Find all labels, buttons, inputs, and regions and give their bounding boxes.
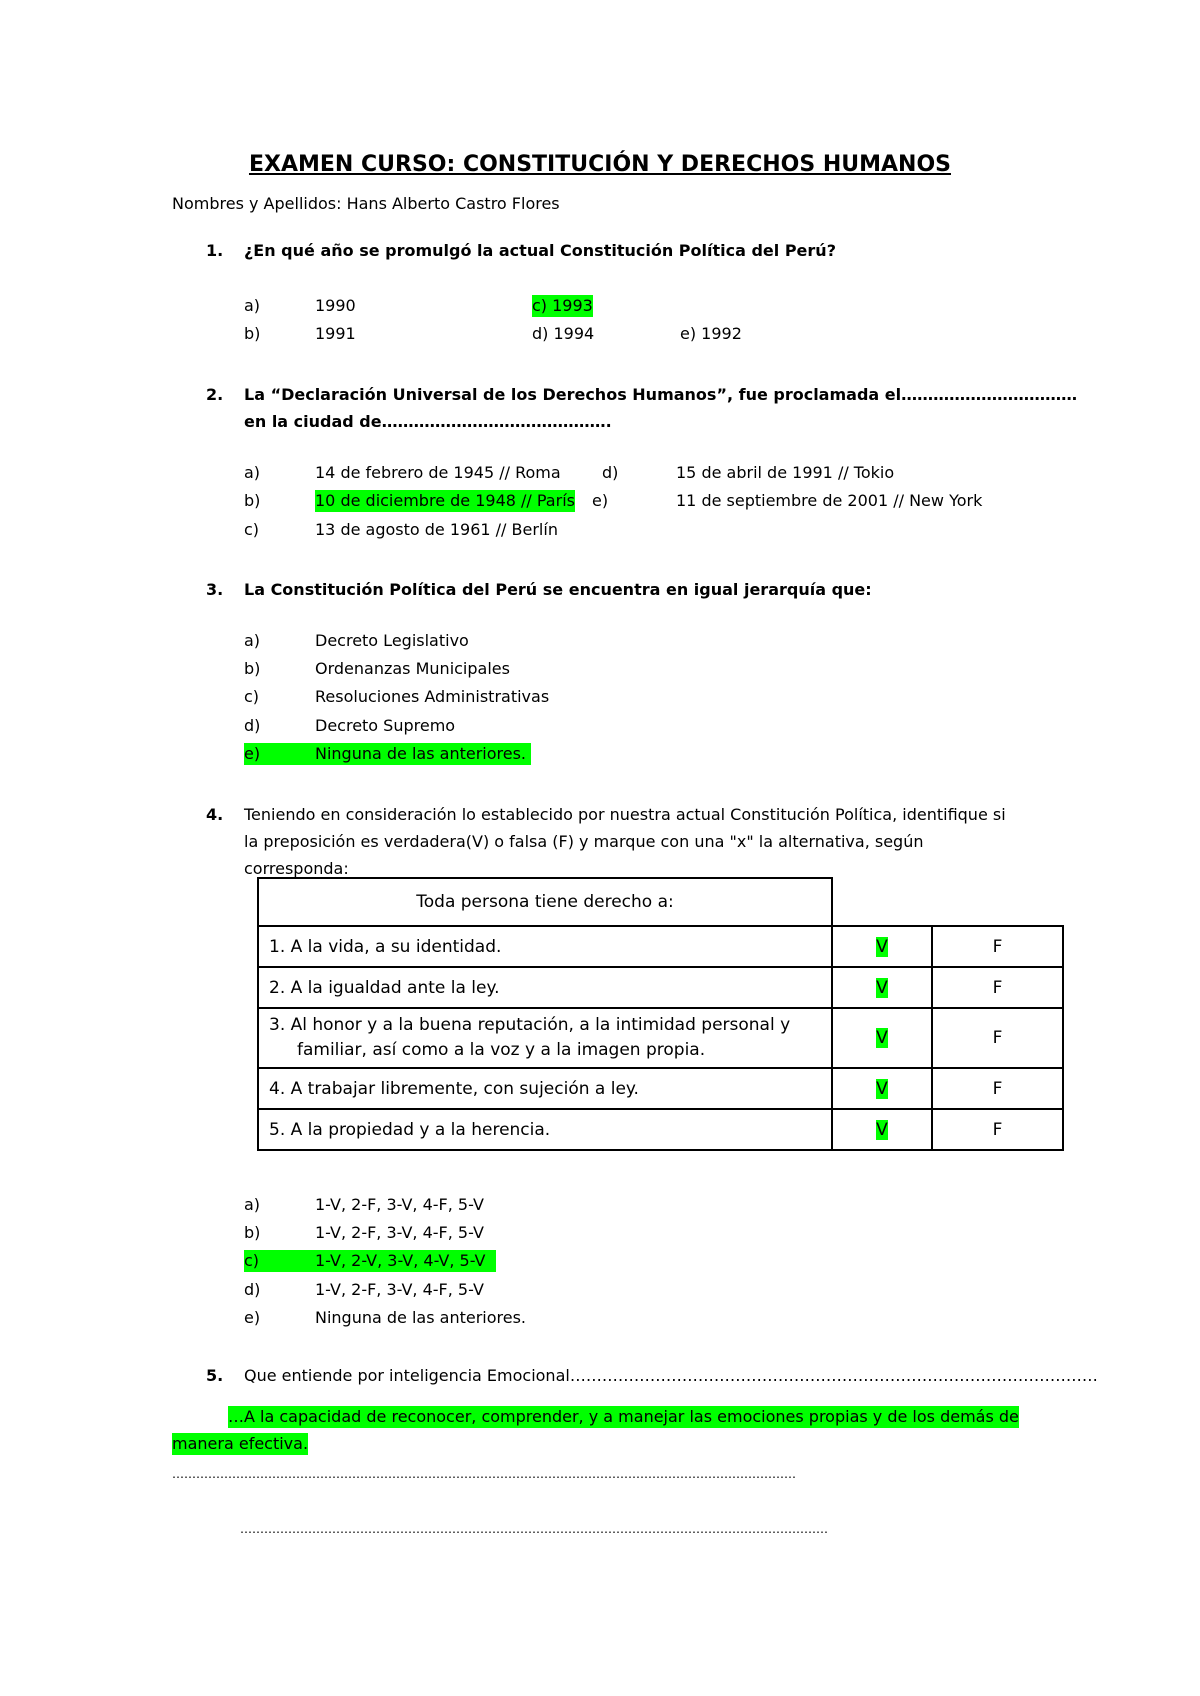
true-false-table (257, 877, 1064, 1151)
q2-option-d-text: 15 de abril de 1991 // Tokio (676, 463, 895, 482)
q4-option-c-text: 1-V, 2-V, 3-V, 4-V, 5-V (315, 1251, 486, 1270)
true-mark: V (876, 1028, 888, 1048)
q3-option-e-text: Ninguna de las anteriores. (315, 744, 527, 763)
q2-option-b-letter: b) (244, 491, 261, 510)
q5-number: 5. (206, 1366, 224, 1385)
q4-option-b-text: 1-V, 2-F, 3-V, 4-F, 5-V (315, 1223, 484, 1242)
q1-text: ¿En qué año se promulgó la actual Constitución Política del Perú? (244, 241, 836, 260)
row-false-cell: F (932, 1008, 1063, 1068)
table-row (258, 926, 1063, 967)
q4-line2: la preposición es verdadera(V) o falsa (F) y marque con una "x" la alternativa, según (244, 832, 924, 851)
q5-answer-line1: …A la capacidad de reconocer, comprender, y a manejar las emociones propias y de los demás de (228, 1407, 1019, 1426)
row-false-cell: F (932, 967, 1063, 1008)
q2-option-e-text: 11 de septiembre de 2001 // New York (676, 491, 983, 510)
q5-dotted-line-1: ………………………………………………………………………………………………………………………………………… (172, 1467, 796, 1481)
q2-number: 2. (206, 385, 224, 404)
q4-option-d-letter: d) (244, 1280, 261, 1299)
q2-option-a-text: 14 de febrero de 1945 // Roma (315, 463, 561, 482)
q3-option-a-text: Decreto Legislativo (315, 631, 469, 650)
q3-option-e-selected (244, 743, 531, 765)
q4-option-c-letter: c) (244, 1251, 260, 1270)
true-mark: V (876, 936, 888, 957)
q4-option-e-text: Ninguna de las anteriores. (315, 1308, 527, 1327)
q3-option-b-letter: b) (244, 659, 261, 678)
q1-option-a-letter: a) (244, 296, 261, 315)
row-true-cell (832, 1068, 932, 1109)
q3-option-d-letter: d) (244, 716, 261, 735)
q1-option-b-letter: b) (244, 324, 261, 343)
row-statement-line2: familiar, así como a la voz y a la imagen propia. (297, 1040, 706, 1060)
q3-option-b-text: Ordenanzas Municipales (315, 659, 510, 678)
row-statement: 5. A la propiedad y a la herencia. (258, 1109, 832, 1150)
true-mark: V (876, 1119, 888, 1140)
true-mark: V (876, 977, 888, 998)
row-statement-line1: 3. Al honor y a la buena reputación, a la intimidad personal y (269, 1015, 791, 1035)
q2-option-c-text: 13 de agosto de 1961 // Berlín (315, 520, 558, 539)
q4-option-e-letter: e) (244, 1308, 261, 1327)
q4-option-d-text: 1-V, 2-F, 3-V, 4-F, 5-V (315, 1280, 484, 1299)
q4-number: 4. (206, 805, 224, 824)
row-false-cell: F (932, 1109, 1063, 1150)
q3-option-c-text: Resoluciones Administrativas (315, 687, 550, 706)
row-statement (258, 1008, 832, 1068)
q3-option-d-text: Decreto Supremo (315, 716, 456, 735)
q1-option-a-text: 1990 (315, 296, 356, 315)
q5-dotted-line-2: ………………………………………………………………………………………………………………………………… (240, 1522, 828, 1536)
table-header-blank (832, 878, 932, 926)
table-row (258, 1068, 1063, 1109)
q1-option-d-text: d) 1994 (532, 324, 595, 343)
q1-number: 1. (206, 241, 224, 260)
table-row (258, 1109, 1063, 1150)
row-true-cell (832, 1008, 932, 1068)
table-row (258, 1008, 1063, 1068)
q4-option-a-text: 1-V, 2-F, 3-V, 4-F, 5-V (315, 1195, 484, 1214)
row-false-cell: F (932, 926, 1063, 967)
q3-option-a-letter: a) (244, 631, 261, 650)
table-header-empty (932, 878, 1063, 926)
true-mark: V (876, 1078, 888, 1099)
q5-text: Que entiende por inteligencia Emocional……………………………………………………………………………………… (244, 1366, 1098, 1385)
q4-option-a-letter: a) (244, 1195, 261, 1214)
q3-option-c-letter: c) (244, 687, 260, 706)
q3-number: 3. (206, 580, 224, 599)
q2-option-c-letter: c) (244, 520, 260, 539)
row-true-cell (832, 926, 932, 967)
row-true-cell (832, 967, 932, 1008)
row-statement: 4. A trabajar libremente, con sujeción a ley. (258, 1068, 832, 1109)
table-header-cell: Toda persona tiene derecho a: (258, 878, 832, 926)
q5-answer-line2: manera efectiva. (172, 1434, 309, 1453)
row-false-cell: F (932, 1068, 1063, 1109)
q2-option-e-letter: e) (592, 491, 609, 510)
row-statement: 2. A la igualdad ante la ley. (258, 967, 832, 1008)
q2-option-d-letter: d) (602, 463, 619, 482)
table-row (258, 967, 1063, 1008)
row-true-cell (832, 1109, 932, 1150)
q4-option-b-letter: b) (244, 1223, 261, 1242)
q4-line3: corresponda: (244, 859, 349, 878)
q3-option-e-letter: e) (244, 744, 261, 763)
q4-option-c-selected (244, 1250, 496, 1272)
q1-option-b-text: 1991 (315, 324, 356, 343)
q1-option-e-text: e) 1992 (680, 324, 742, 343)
q2-line2: en la ciudad de……………………………………. (244, 412, 612, 431)
q1-option-c-selected: c) 1993 (532, 296, 593, 315)
row-statement: 1. A la vida, a su identidad. (258, 926, 832, 967)
table-header-row (258, 878, 1063, 926)
q2-line1: La “Declaración Universal de los Derechos Humanos”, fue proclamada el…………………………… (244, 385, 1078, 404)
student-name-line: Nombres y Apellidos: Hans Alberto Castro Flores (172, 194, 560, 213)
q2-option-b-selected: 10 de diciembre de 1948 // París (315, 491, 575, 510)
q3-text: La Constitución Política del Perú se encuentra en igual jerarquía que: (244, 580, 872, 599)
q2-option-a-letter: a) (244, 463, 261, 482)
q4-line1: Teniendo en consideración lo establecido por nuestra actual Constitución Política, identifique si (244, 805, 1006, 824)
exam-title: EXAMEN CURSO: CONSTITUCIÓN Y DERECHOS HUMANOS (248, 152, 951, 177)
